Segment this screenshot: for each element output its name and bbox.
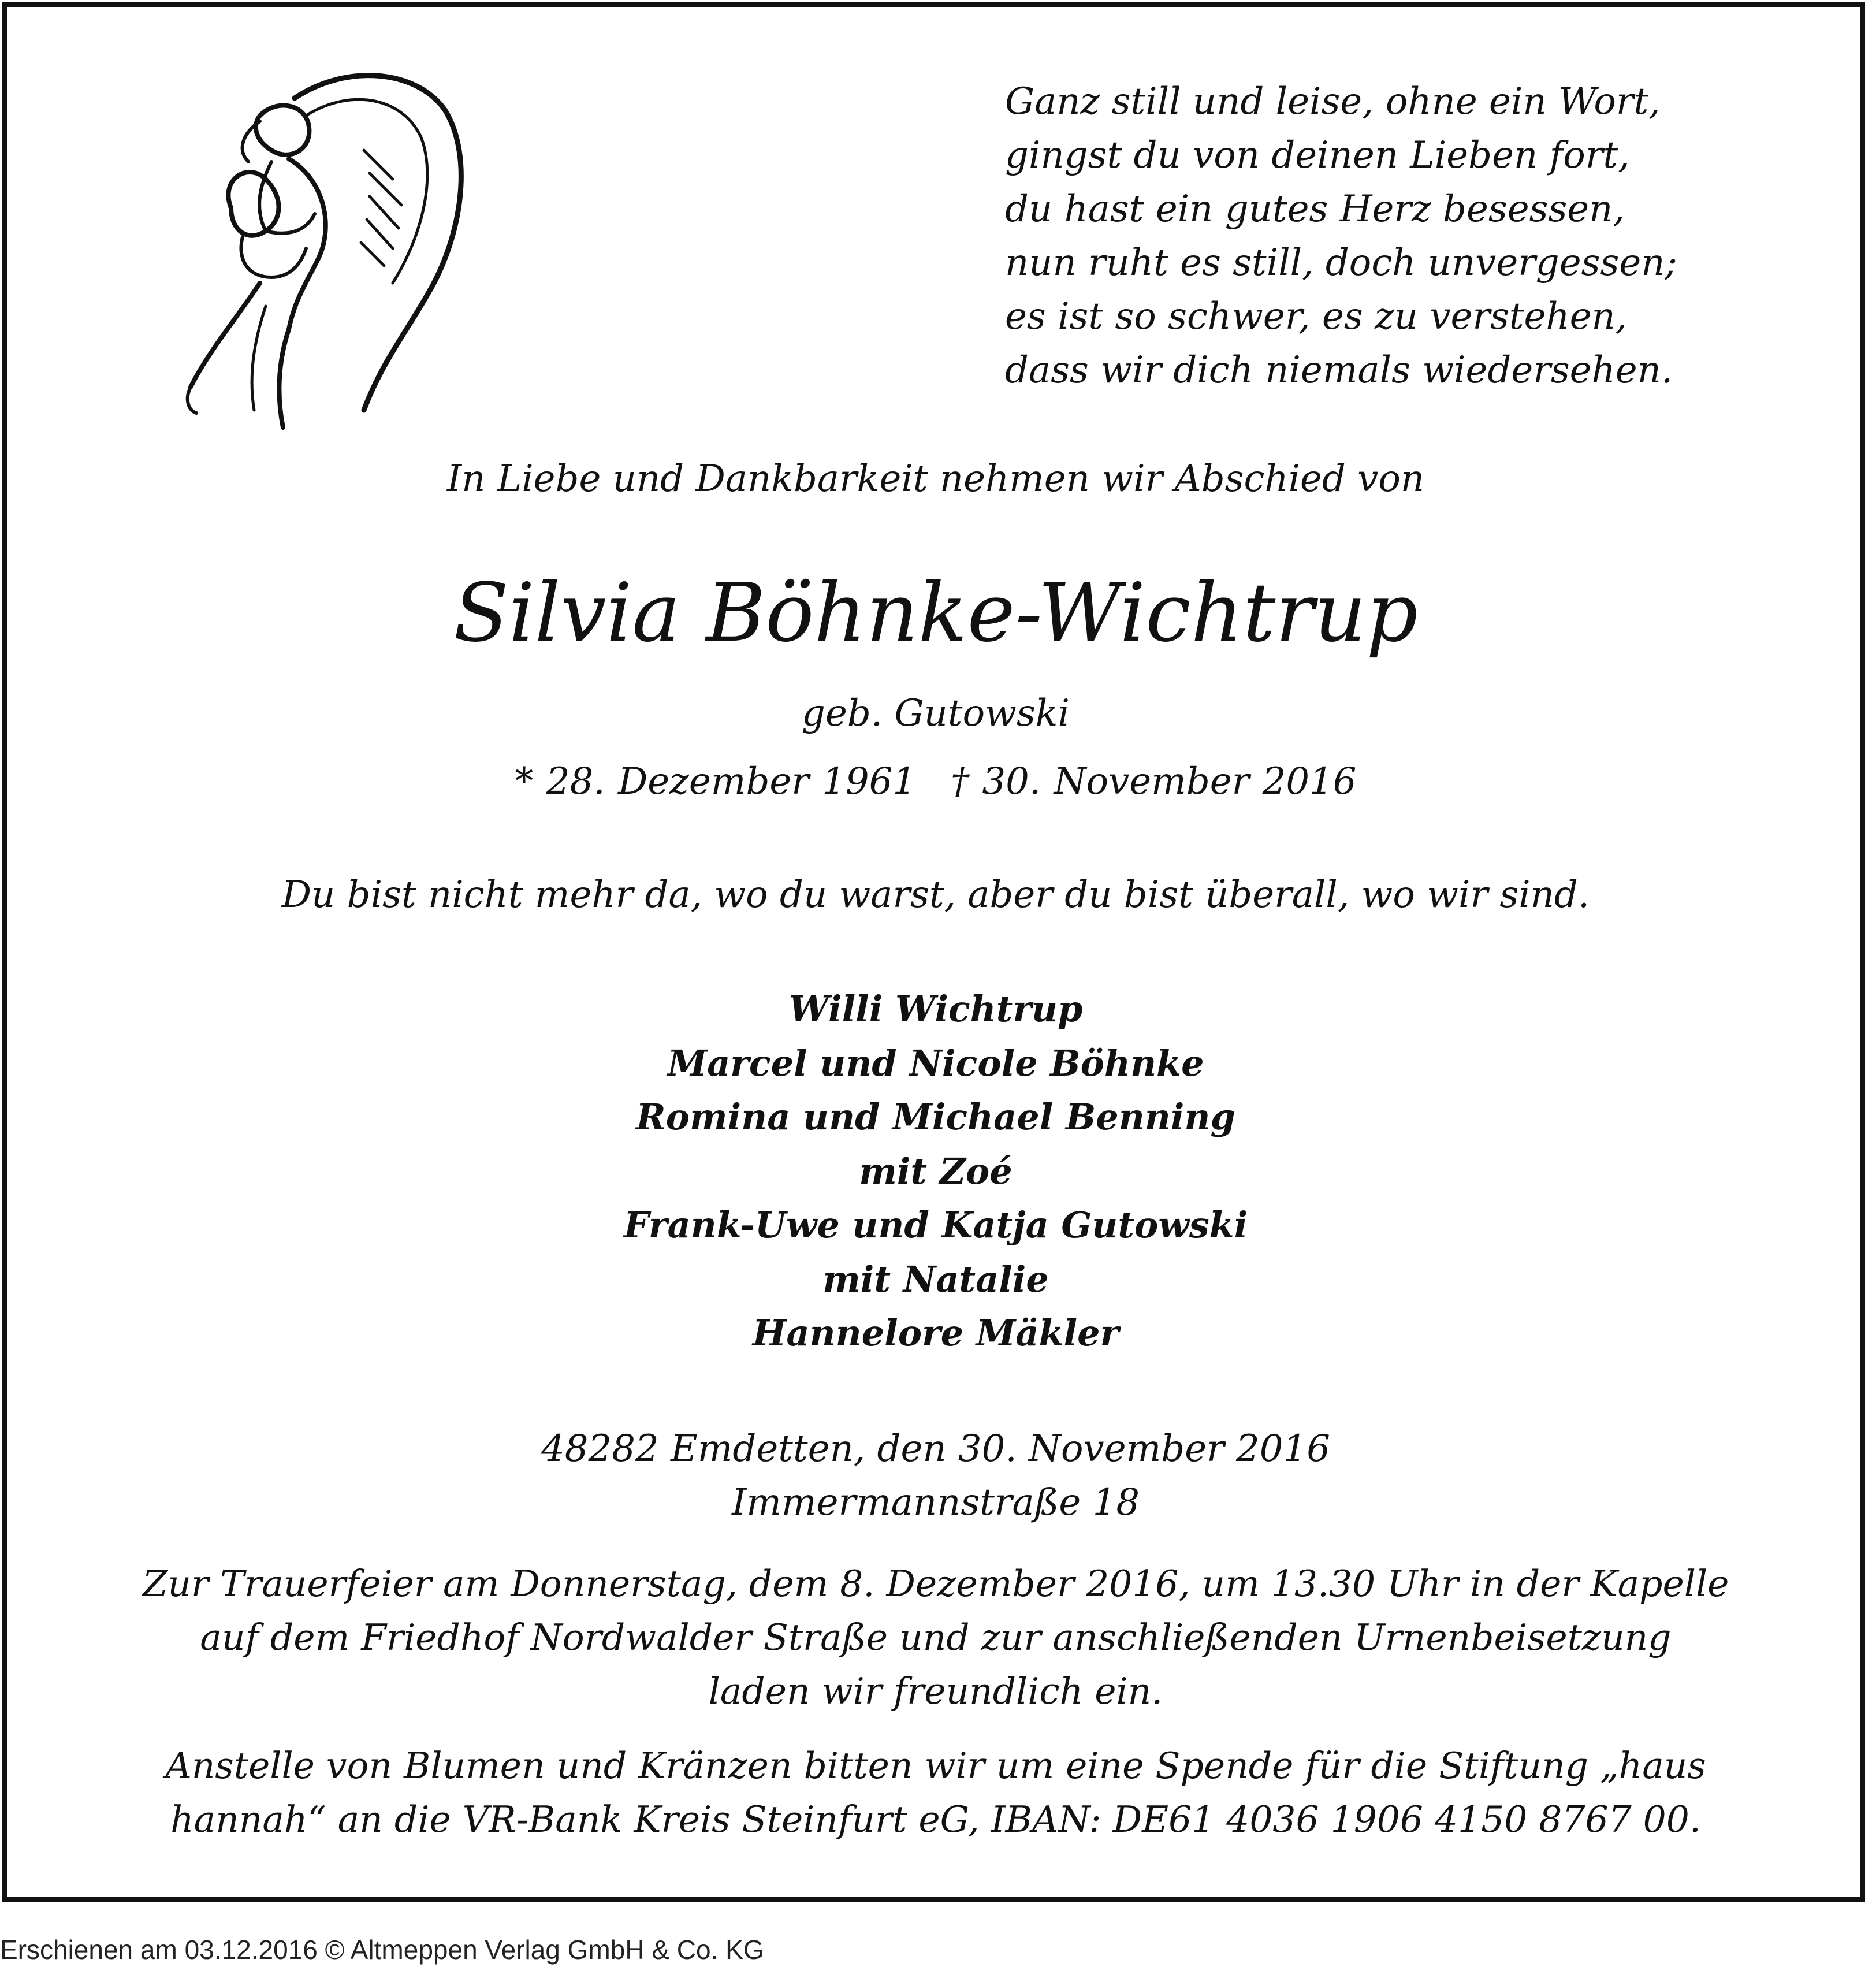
- place-date: 48282 Emdetten, den 30. November 2016: [541, 1427, 1330, 1470]
- donation-line: Anstelle von Blumen und Kränzen bitten wir um eine Spende für die Stiftung „haus: [165, 1745, 1706, 1787]
- place-and-address: [0, 1422, 1871, 1530]
- donation-line: hannah“ an die VR-Bank Kreis Steinfurt eG, IBAN: DE61 4036 1906 4150 8767 00.: [170, 1798, 1701, 1841]
- birth-date: * 28. Dezember 1961: [515, 760, 917, 803]
- deceased-name: Silvia Böhnke-Wichtrup: [453, 566, 1418, 660]
- mourner: mit Zoé: [859, 1150, 1013, 1192]
- mourners-list: [0, 982, 1871, 1360]
- poem-line: gingst du von deinen Lieben fort,: [1005, 134, 1630, 177]
- ceremony-line: auf dem Friedhof Nordwalder Straße und zur anschließenden Urnenbeisetzung: [200, 1616, 1672, 1659]
- poem-line: nun ruht es still, doch unvergessen;: [1005, 241, 1677, 284]
- mourner: Romina und Michael Benning: [636, 1096, 1235, 1138]
- ceremony-line: laden wir freundlich ein.: [708, 1670, 1163, 1712]
- ceremony-line: Zur Trauerfeier am Donnerstag, dem 8. Dezember 2016, um 13.30 Uhr in der Kapelle: [142, 1563, 1729, 1605]
- mourner: Marcel und Nicole Böhnke: [667, 1042, 1204, 1084]
- poem: [1005, 75, 1837, 397]
- address: Immermannstraße 18: [731, 1481, 1140, 1524]
- poem-line: es ist so schwer, es zu verstehen,: [1005, 295, 1628, 338]
- poem-line: dass wir dich niemals wiedersehen.: [1005, 349, 1673, 392]
- poem-line: Ganz still und leise, ohne ein Wort,: [1005, 80, 1661, 123]
- donation-info: [0, 1739, 1871, 1846]
- death-date: † 30. November 2016: [951, 760, 1357, 803]
- publication-footer: Erschienen am 03.12.2016 © Altmeppen Verlag GmbH & Co. KG: [0, 1935, 764, 1965]
- life-dates: [0, 760, 1871, 803]
- maiden-name: geb. Gutowski: [802, 692, 1070, 735]
- intro-text: In Liebe und Dankbarkeit nehmen wir Abschied von: [446, 458, 1425, 500]
- mourner: Frank-Uwe und Katja Gutowski: [623, 1204, 1248, 1246]
- ceremony-info: [0, 1557, 1871, 1718]
- motto: Du bist nicht mehr da, wo du warst, aber du bist überall, wo wir sind.: [281, 873, 1590, 916]
- mourner: mit Natalie: [822, 1258, 1049, 1300]
- angel-icon: [173, 64, 497, 433]
- mourner: Willi Wichtrup: [788, 988, 1083, 1030]
- mourner: Hannelore Mäkler: [752, 1312, 1119, 1354]
- poem-line: du hast ein gutes Herz besessen,: [1005, 188, 1625, 230]
